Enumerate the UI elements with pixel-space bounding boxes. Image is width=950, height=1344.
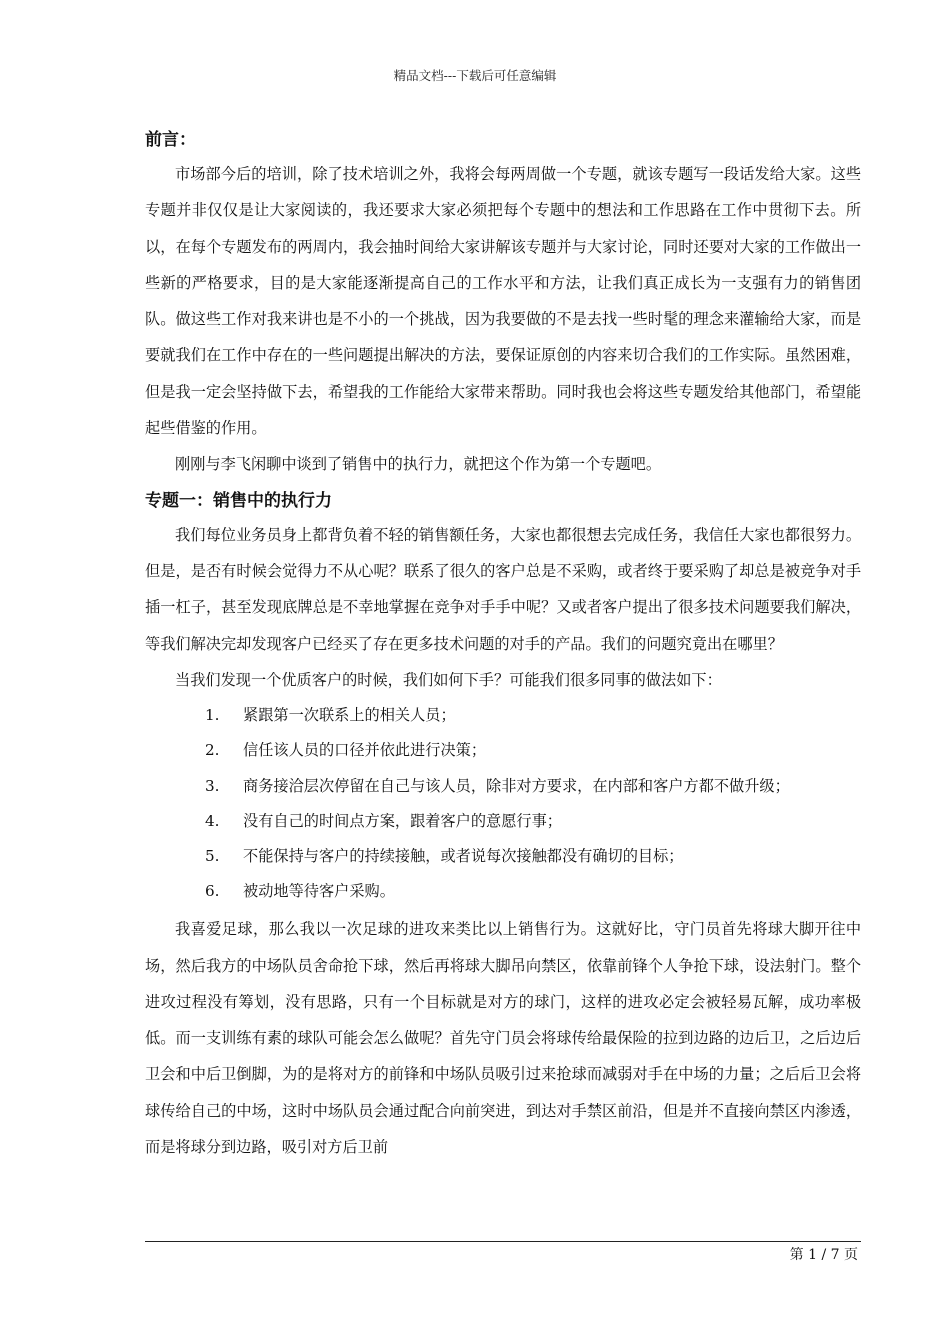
list-number: 5. [205,846,220,865]
list-text: 没有自己的时间点方案，跟着客户的意愿行事； [243,811,562,830]
page-header: 精品文档---下载后可任意编辑 [393,68,557,83]
list-item [145,874,861,909]
topic1-paragraph-3: 我喜爱足球，那么我以一次足球的进攻来类比以上销售行为。这就好比，守门员首先将球大脚开往中场，然后我方的中场队员舍命抢下球，然后再将球大脚吊向禁区，依靠前锋个人争抢下球，设法射门。整个进攻过程没有筹划，没有思路，只有一个目标就是对方的球门，这样的进攻必定会被轻易瓦解，成功率极低。而一支训练有素的球队可能会怎么做呢？首先守门员会将球传给最保险的拉到边路的边后卫，之后边后卫会和中后卫倒脚，为的是将对方的前锋和中场队员吸引过来抢球而减弱对手在中场的力量；之后后卫会将球传给自己的中场，这时中场队员会通过配合向前突进，到达对手禁区前沿，但是并不直接向禁区内渗透，而是将球分到边路，吸引对方后卫前 [145,920,861,1157]
list-item [145,804,861,839]
list-number: 4. [205,811,220,830]
preface-paragraph-2: 刚刚与李飞闲聊中谈到了销售中的执行力，就把这个作为第一个专题吧。 [175,455,661,474]
list-text: 信任该人员的口径并依此进行决策； [243,741,486,760]
list-item [145,733,861,768]
list-text: 被动地等待客户采购。 [243,882,395,901]
topic1-heading: 专题一：销售中的执行力 [145,490,332,511]
preface-heading: 前言： [145,130,196,150]
list-number: 6. [205,882,220,901]
preface-paragraph-1: 市场部今后的培训，除了技术培训之外，我将会每两周做一个专题，就该专题写一段话发给大家。这些专题并非仅仅是让大家阅读的，我还要求大家必须把每个专题中的想法和工作思路在工作中贯彻下去。所以，在每个专题发布的两周内，我会抽时间给大家讲解该专题并与大家讨论，同时还要对大家的工作做出一些新的严格要求，目的是大家能逐渐提高自己的工作水平和方法，让我们真正成长为一支强有力的销售团队。做这些工作对我来讲也是不小的一个挑战，因为我要做的不是去找一些时髦的理念来灌输给大家，而是要就我们在工作中存在的一些问题提出解决的方法，要保证原创的内容来切合我们的工作实际。虽然困难，但是我一定会坚持做下去，希望我的工作能给大家带来帮助。同时我也会将这些专题发给其他部门，希望能起些借鉴的作用。 [145,165,861,438]
document-body [145,124,861,1165]
behavior-list [145,698,861,909]
list-item [145,698,861,733]
list-item [145,839,861,874]
list-text: 商务接洽层次停留在自己与该人员，除非对方要求，在内部和客户方都不做升级； [243,776,790,795]
footer-divider [145,1241,861,1242]
list-text: 不能保持与客户的持续接触，或者说每次接触都没有确切的目标； [243,846,684,865]
topic1-paragraph-2: 当我们发现一个优质客户的时候，我们如何下手？可能我们很多同事的做法如下： [175,670,722,689]
list-item [145,769,861,804]
topic1-paragraph-1: 我们每位业务员身上都背负着不轻的销售额任务，大家也都很想去完成任务，我信任大家也都很努力。但是，是否有时候会觉得力不从心呢？联系了很久的客户总是不采购，或者终于要采购了却总是被竞争对手插一杠子，甚至发现底牌总是不幸地掌握在竞争对手手中呢？又或者客户提出了很多技术问题要我们解决，等我们解决完却发现客户已经买了存在更多技术问题的对手的产品。我们的问题究竟出在哪里？ [145,525,861,653]
list-text: 紧跟第一次联系上的相关人员； [243,706,456,725]
page-number: 第 1 / 7 页 [789,1247,858,1263]
list-number: 1. [205,706,220,725]
list-number: 2. [205,741,220,760]
list-number: 3. [205,776,220,795]
